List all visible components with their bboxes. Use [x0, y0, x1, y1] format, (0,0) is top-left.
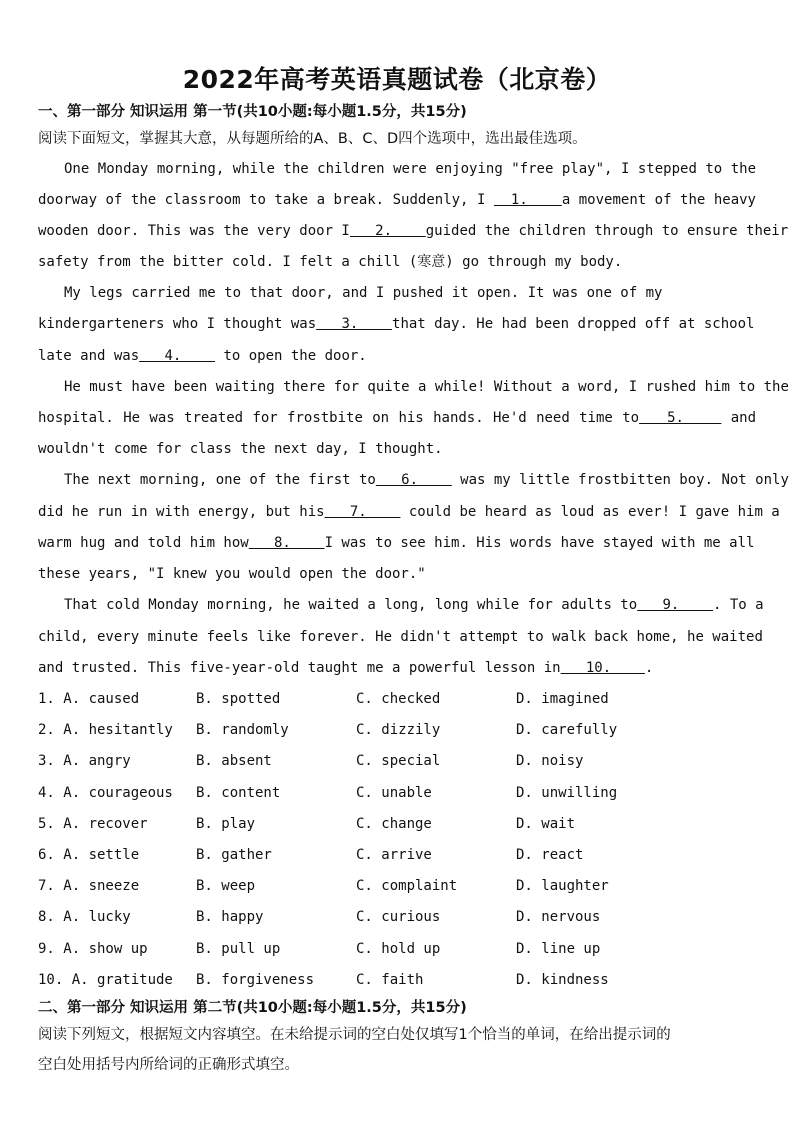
blank-6: 6.: [375, 472, 452, 488]
passage-line: wouldn't come for class the next day, I thought.: [38, 441, 443, 457]
option-b[interactable]: B. forgiveness: [196, 972, 315, 988]
option-c[interactable]: C. arrive: [356, 847, 432, 863]
option-d[interactable]: D. carefully: [516, 722, 618, 738]
option-a[interactable]: 8. A. lucky: [38, 909, 131, 925]
option-a[interactable]: 1. A. caused: [38, 691, 140, 707]
option-a[interactable]: 7. A. sneeze: [38, 878, 140, 894]
option-c[interactable]: C. faith: [356, 972, 424, 988]
passage-line: did he run in with energy, but his 7. could be heard as loud as ever! I gave him a: [38, 504, 780, 520]
option-a[interactable]: 5. A. recover: [38, 816, 148, 832]
option-c[interactable]: C. checked: [356, 691, 441, 707]
option-c[interactable]: C. change: [356, 816, 432, 832]
option-d[interactable]: D. imagined: [516, 691, 609, 707]
option-b[interactable]: B. weep: [196, 878, 256, 894]
blank-1: 1.: [493, 192, 562, 208]
option-b[interactable]: B. play: [196, 816, 256, 832]
page-title: 2022年高考英语真题试卷（北京卷）: [182, 65, 612, 94]
option-a[interactable]: 2. A. hesitantly: [38, 722, 173, 738]
option-d[interactable]: D. nervous: [516, 909, 601, 925]
passage-line: He must have been waiting there for quite a while! Without a word, I rushed him to the: [64, 379, 789, 395]
passage-line: child, every minute feels like forever. He didn't attempt to walk back home, he waited: [38, 629, 763, 645]
passage-line: and trusted. This five-year-old taught me a powerful lesson in 10. .: [38, 660, 654, 676]
blank-7: 7.: [324, 504, 401, 520]
option-b[interactable]: B. gather: [196, 847, 272, 863]
option-d[interactable]: D. laughter: [516, 878, 609, 894]
passage-line: kindergarteners who I thought was 3. that day. He had been dropped off at school: [38, 316, 755, 332]
option-d[interactable]: D. unwilling: [516, 785, 618, 801]
option-a[interactable]: 10. A. gratitude: [38, 972, 173, 988]
option-a[interactable]: 4. A. courageous: [38, 785, 173, 801]
passage-line: late and was 4. to open the door.: [38, 348, 367, 364]
passage-line: wooden door. This was the very door I 2. guided the children through to ensure their: [38, 223, 789, 239]
option-d[interactable]: D. wait: [516, 816, 576, 832]
blank-3: 3.: [316, 316, 393, 332]
section-2-heading: 二、第一部分 知识运用 第二节(共10小题:每小题1.5分，共15分): [38, 1000, 467, 1016]
passage-line: My legs carried me to that door, and I pushed it open. It was one of my: [64, 285, 663, 301]
passage-line: One Monday morning, while the children were enjoying "free play", I stepped to the: [64, 161, 756, 177]
blank-4: 4.: [139, 348, 216, 364]
blank-8: 8.: [248, 535, 325, 551]
section-1-instruction: 阅读下面短文，掌握其大意，从每题所给的A、B、C、D四个选项中，选出最佳选项。: [38, 131, 587, 147]
passage-line: That cold Monday morning, he waited a long, long while for adults to 9. . To a: [64, 597, 764, 613]
option-a[interactable]: 9. A. show up: [38, 941, 148, 957]
option-d[interactable]: D. react: [516, 847, 584, 863]
blank-10: 10.: [560, 660, 645, 676]
option-b[interactable]: B. spotted: [196, 691, 281, 707]
option-d[interactable]: D. kindness: [516, 972, 609, 988]
option-c[interactable]: C. hold up: [356, 941, 441, 957]
option-c[interactable]: C. complaint: [356, 878, 458, 894]
option-b[interactable]: B. content: [196, 785, 281, 801]
section-2-instruction-line-1: 阅读下列短文，根据短文内容填空。在未给提示词的空白处仅填写1个恰当的单词，在给出提示词的: [38, 1027, 671, 1043]
blank-5: 5.: [639, 410, 722, 426]
section-1-heading: 一、第一部分 知识运用 第一节(共10小题:每小题1.5分，共15分): [38, 104, 467, 120]
blank-2: 2.: [349, 223, 426, 239]
section-2-instruction-line-2: 空白处用括号内所给词的正确形式填空。: [38, 1057, 299, 1073]
option-b[interactable]: B. pull up: [196, 941, 281, 957]
passage-line: safety from the bitter cold. I felt a chill (寒意) go through my body.: [38, 254, 623, 270]
passage-line: doorway of the classroom to take a break. Suddenly, I 1. a movement of the heavy: [38, 192, 756, 208]
passage-line: hospital. He was treated for frostbite on his hands. He'd need time to 5. and: [38, 410, 757, 426]
blank-9: 9.: [637, 597, 714, 613]
option-b[interactable]: B. randomly: [196, 722, 289, 738]
option-c[interactable]: C. curious: [356, 909, 441, 925]
passage-line: these years, "I knew you would open the door.": [38, 566, 426, 582]
passage-line: warm hug and told him how 8. I was to see him. His words have stayed with me all: [38, 535, 755, 551]
option-d[interactable]: D. line up: [516, 941, 601, 957]
option-b[interactable]: B. absent: [196, 753, 272, 769]
passage-line: The next morning, one of the first to 6. was my little frostbitten boy. Not only: [64, 472, 789, 488]
option-b[interactable]: B. happy: [196, 909, 264, 925]
option-c[interactable]: C. dizzily: [356, 722, 441, 738]
option-a[interactable]: 6. A. settle: [38, 847, 140, 863]
option-c[interactable]: C. special: [356, 753, 441, 769]
option-c[interactable]: C. unable: [356, 785, 432, 801]
option-a[interactable]: 3. A. angry: [38, 753, 131, 769]
option-d[interactable]: D. noisy: [516, 753, 584, 769]
